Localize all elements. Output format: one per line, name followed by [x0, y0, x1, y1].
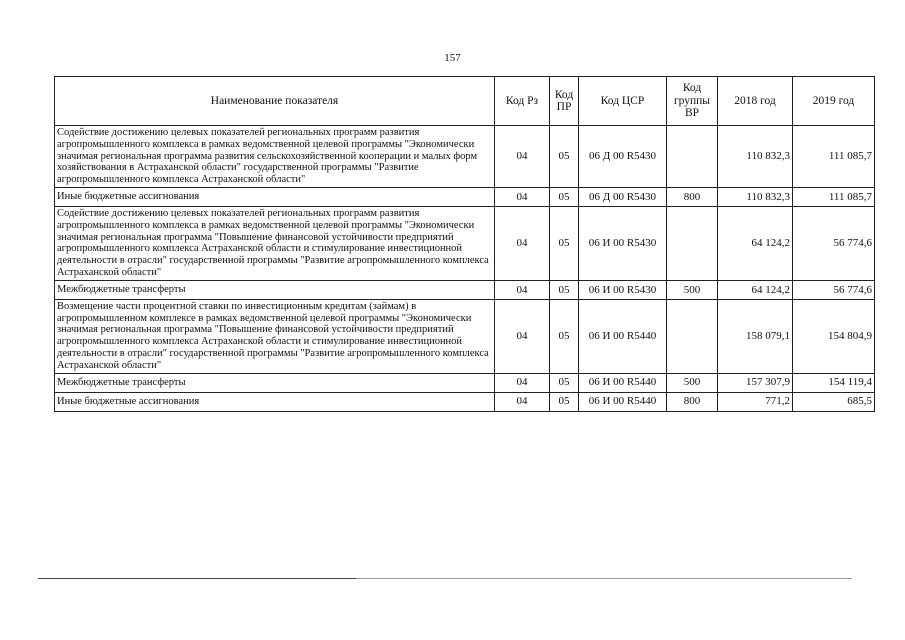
table-row — [55, 206, 875, 280]
row-name: Иные бюджетные ассигнования — [55, 392, 495, 411]
row-pr: 05 — [550, 392, 579, 411]
row-pr: 05 — [550, 187, 579, 206]
row-csr: 06 Д 00 R5430 — [579, 187, 667, 206]
row-2018: 64 124,2 — [718, 206, 793, 280]
row-pr: 05 — [550, 373, 579, 392]
row-vr: 500 — [667, 280, 718, 299]
row-2019: 685,5 — [793, 392, 875, 411]
row-csr: 06 И 00 R5430 — [579, 206, 667, 280]
header-rz: Код Рз — [495, 77, 550, 126]
header-2019: 2019 год — [793, 77, 875, 126]
row-2019: 154 804,9 — [793, 299, 875, 373]
row-2019: 56 774,6 — [793, 280, 875, 299]
row-2019: 111 085,7 — [793, 126, 875, 188]
row-2018: 64 124,2 — [718, 280, 793, 299]
row-name: Содействие достижению целевых показателей региональных программ развития агропромышленного комплекса в рамках ведомственной целевой программы "Экономически значимая региональная программа развития сельскохозяйственной кооперации и малых форм хозяйствования в Астраханской области" государственной программы "Развитие агропромышленного комплекса Астраханской области" — [55, 126, 495, 188]
header-2018: 2018 год — [718, 77, 793, 126]
row-csr: 06 И 00 R5430 — [579, 280, 667, 299]
table-row — [55, 280, 875, 299]
header-csr: Код ЦСР — [579, 77, 667, 126]
row-2019: 154 119,4 — [793, 373, 875, 392]
row-2019: 56 774,6 — [793, 206, 875, 280]
row-vr: 800 — [667, 392, 718, 411]
row-vr: 500 — [667, 373, 718, 392]
row-vr — [667, 126, 718, 188]
row-rz: 04 — [495, 126, 550, 188]
table-header-row — [55, 77, 875, 126]
row-2018: 110 832,3 — [718, 126, 793, 188]
row-name: Межбюджетные трансферты — [55, 373, 495, 392]
footer-divider — [356, 578, 852, 579]
row-2018: 110 832,3 — [718, 187, 793, 206]
row-name: Иные бюджетные ассигнования — [55, 187, 495, 206]
row-csr: 06 И 00 R5440 — [579, 299, 667, 373]
budget-table — [54, 76, 875, 412]
table-row — [55, 187, 875, 206]
row-pr: 05 — [550, 299, 579, 373]
row-pr: 05 — [550, 126, 579, 188]
row-2018: 158 079,1 — [718, 299, 793, 373]
row-2018: 157 307,9 — [718, 373, 793, 392]
row-vr — [667, 206, 718, 280]
row-rz: 04 — [495, 299, 550, 373]
row-rz: 04 — [495, 373, 550, 392]
table-row — [55, 373, 875, 392]
row-csr: 06 И 00 R5440 — [579, 392, 667, 411]
header-pr: Код ПР — [550, 77, 579, 126]
row-2018: 771,2 — [718, 392, 793, 411]
row-pr: 05 — [550, 206, 579, 280]
row-rz: 04 — [495, 280, 550, 299]
row-rz: 04 — [495, 187, 550, 206]
row-name: Содействие достижению целевых показателей региональных программ развития агропромышленного комплекса в рамках ведомственной целевой программы "Экономически значимая региональная программа "Повышение финансовой устойчивости предприятий агропромышленного комплекса Астраханской области и стимулирование инвестиционной деятельности в отрасли" государственной программы "Развитие агропромышленного комплекса Астраханской области" — [55, 206, 495, 280]
header-vr: Код группы ВР — [667, 77, 718, 126]
row-rz: 04 — [495, 206, 550, 280]
row-rz: 04 — [495, 392, 550, 411]
row-csr: 06 И 00 R5440 — [579, 373, 667, 392]
row-vr — [667, 299, 718, 373]
table-row — [55, 392, 875, 411]
row-pr: 05 — [550, 280, 579, 299]
header-name: Наименование показателя — [55, 77, 495, 126]
row-name: Межбюджетные трансферты — [55, 280, 495, 299]
row-2019: 111 085,7 — [793, 187, 875, 206]
table-row — [55, 126, 875, 188]
table-row — [55, 299, 875, 373]
row-csr: 06 Д 00 R5430 — [579, 126, 667, 188]
row-vr: 800 — [667, 187, 718, 206]
page-number: 157 — [444, 52, 461, 64]
row-name: Возмещение части процентной ставки по инвестиционным кредитам (займам) в агропромышленном комплексе в рамках ведомственной целевой программы "Экономически значимая региональная программа "Повышение финансовой устойчивости предприятий агропромышленного комплекса Астраханской области и стимулирование инвестиционной деятельности в отрасли" государственной программы "Развитие агропромышленного комплекса Астраханской области" — [55, 299, 495, 373]
footer-divider — [38, 578, 356, 579]
